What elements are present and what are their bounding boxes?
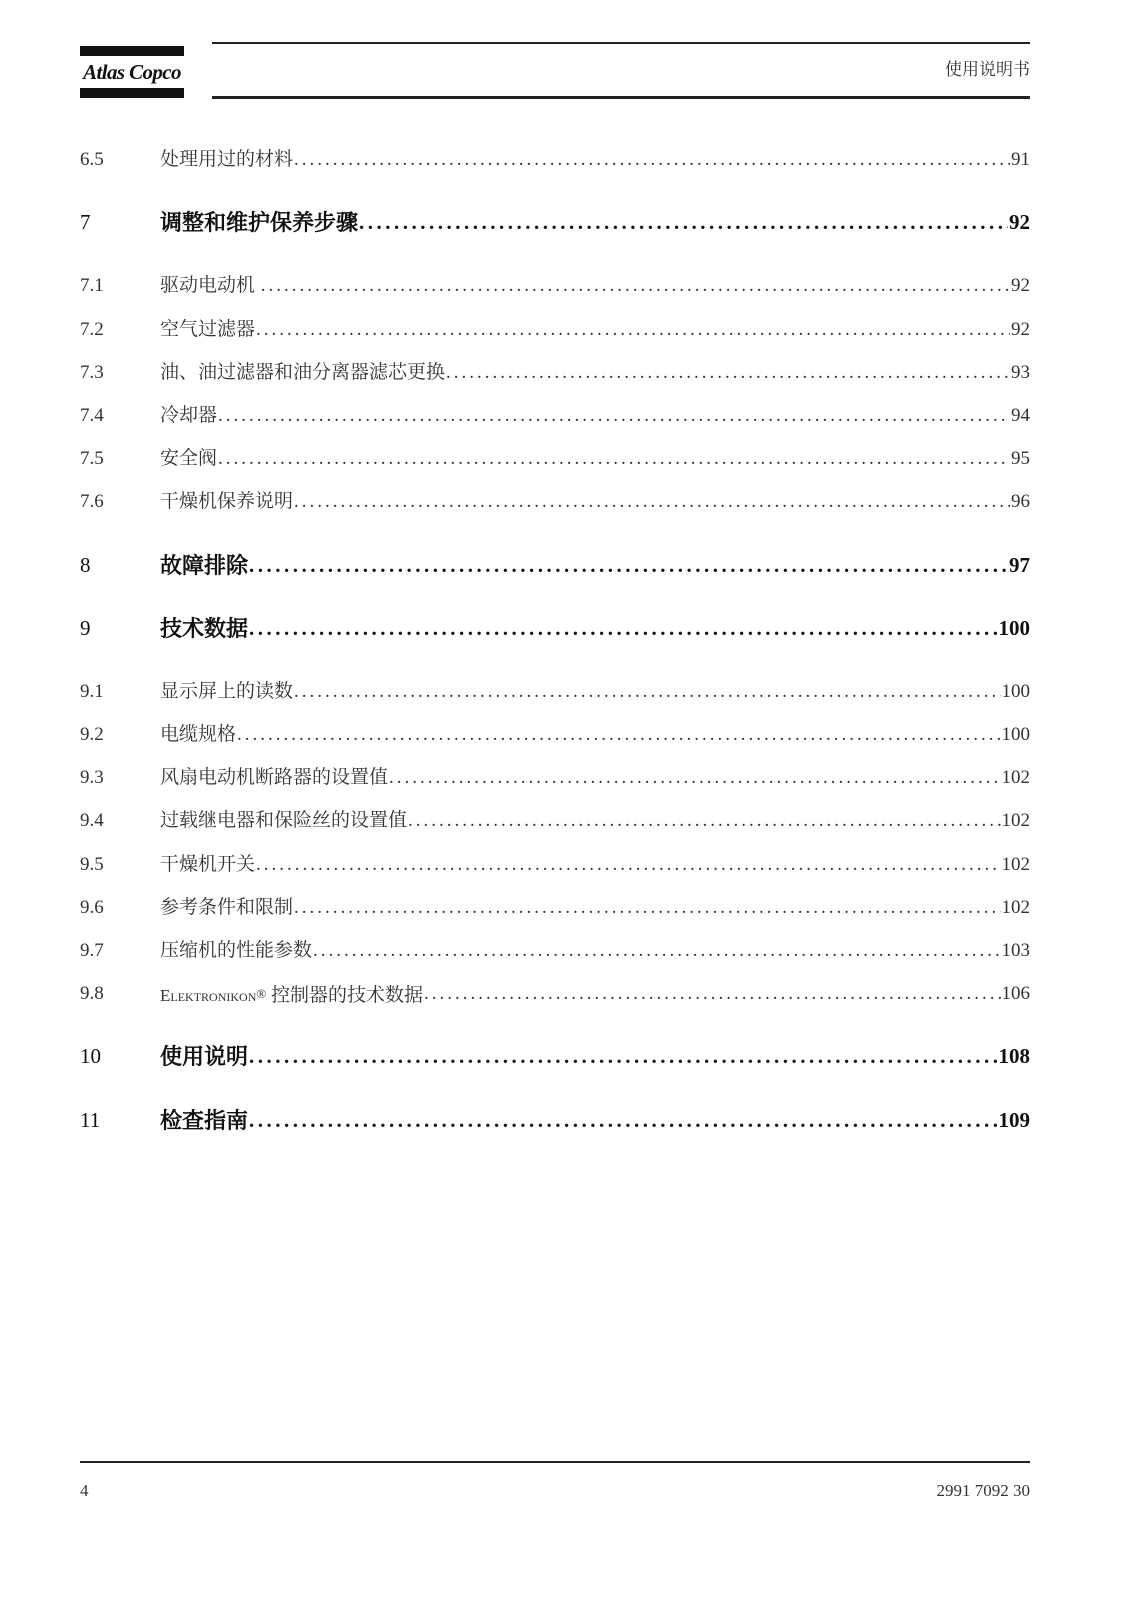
toc-section-row	[80, 308, 1030, 351]
dot-leader	[388, 756, 1000, 799]
logo-top-bar	[80, 46, 184, 56]
toc-title	[160, 351, 445, 394]
toc-number: 6.5	[80, 149, 104, 170]
footer-rule	[80, 1461, 1030, 1463]
atlas-copco-logo	[80, 46, 184, 98]
toc-page-number: 102	[1001, 853, 1030, 875]
toc-page-number: 94	[1011, 404, 1030, 426]
header-rule-bottom	[212, 96, 1030, 99]
toc-number: 9.6	[80, 896, 104, 918]
toc-chapter-row	[80, 1099, 1030, 1142]
toc-title-text: 过载继电器和保险丝的设置值	[160, 810, 408, 832]
toc-page-number: 93	[1011, 361, 1030, 383]
dot-leader	[248, 607, 997, 650]
toc-title-text: 干燥机保养说明	[160, 491, 294, 513]
page-number: 4	[80, 1481, 89, 1500]
toc-page-number: 92	[1011, 275, 1030, 297]
toc-number: 9.2	[80, 724, 104, 746]
toc-chapter-row	[80, 607, 1030, 650]
dot-leader	[293, 886, 1000, 929]
toc-page-number: 102	[1001, 810, 1030, 832]
toc-page-number: 106	[1001, 983, 1030, 1005]
toc-title-text: 使用说明	[160, 1044, 249, 1070]
toc-title	[160, 201, 358, 244]
toc-chapter-row	[80, 544, 1030, 587]
toc-number: 7.5	[80, 448, 104, 470]
toc-title-text: 调整和维护保养步骤	[160, 210, 359, 236]
toc-title	[160, 607, 248, 650]
toc-number: 7.4	[80, 404, 104, 426]
dot-leader	[248, 1099, 997, 1142]
toc-title	[160, 670, 293, 713]
toc-page-number: 92	[1009, 210, 1030, 235]
toc-title-text: 检查指南	[160, 1107, 249, 1133]
toc-section-row	[80, 972, 1030, 1015]
toc-title-brand: Elektronikon	[160, 986, 257, 1006]
document-number: 2991 7092 30	[936, 1481, 1030, 1500]
toc-page-number: 97	[1009, 552, 1030, 577]
toc-title	[160, 929, 312, 972]
toc-number: 7	[80, 210, 91, 235]
toc-title	[160, 138, 293, 181]
dot-leader	[260, 264, 1010, 307]
dot-leader	[255, 308, 1010, 351]
toc-title-text: 驱动电动机	[160, 275, 260, 297]
toc-title	[160, 713, 236, 756]
dot-leader	[407, 799, 1000, 842]
dot-leader	[248, 544, 1008, 587]
toc-title	[160, 437, 217, 480]
dot-leader	[217, 437, 1010, 480]
dot-leader	[255, 843, 1000, 886]
toc-section-row	[80, 351, 1030, 394]
toc-section-row	[80, 264, 1030, 307]
toc-title-text: 安全阀	[160, 448, 218, 470]
toc-title	[160, 843, 255, 886]
toc-title-text: 电缆规格	[160, 724, 237, 746]
toc-number: 10	[80, 1044, 101, 1069]
toc-page-number: 100	[1001, 680, 1030, 702]
toc-title-text: 压缩机的性能参数	[160, 940, 313, 961]
toc-chapter-row	[80, 1035, 1030, 1078]
table-of-contents	[80, 138, 1030, 1162]
logo-bottom-bar	[80, 88, 184, 98]
toc-title	[160, 264, 260, 307]
toc-page-number: 96	[1011, 491, 1030, 513]
toc-page-number: 103	[1001, 940, 1030, 961]
toc-title-text: 冷却器	[160, 404, 218, 426]
toc-title	[160, 886, 293, 929]
toc-title-text: 参考条件和限制	[160, 896, 294, 918]
toc-title	[160, 544, 248, 587]
dot-leader	[248, 1035, 997, 1078]
toc-page-number: 92	[1011, 318, 1030, 340]
toc-page-number: 95	[1011, 448, 1030, 470]
toc-chapter-row	[80, 201, 1030, 244]
toc-section-row	[80, 138, 1030, 181]
toc-page-number: 100	[1001, 724, 1030, 746]
toc-number: 7.1	[80, 275, 104, 297]
toc-title-text: 干燥机开关	[160, 853, 256, 875]
toc-section-row	[80, 799, 1030, 842]
dot-leader	[423, 972, 1000, 1015]
toc-page-number: 102	[1001, 896, 1030, 918]
toc-title	[160, 394, 217, 437]
dot-leader	[293, 138, 1010, 181]
toc-section-row	[80, 886, 1030, 929]
toc-title-text: 故障排除	[160, 552, 249, 578]
toc-title	[160, 1035, 248, 1078]
toc-title	[160, 1099, 248, 1142]
toc-number: 9	[80, 615, 91, 640]
registered-mark: ®	[256, 986, 267, 1002]
toc-section-row	[80, 713, 1030, 756]
dot-leader	[236, 713, 1000, 756]
toc-number: 9.7	[80, 940, 104, 961]
toc-title-text: 处理用过的材料	[160, 149, 294, 170]
toc-title	[160, 308, 255, 351]
toc-number: 9.5	[80, 853, 104, 875]
toc-page-number: 109	[998, 1107, 1030, 1132]
toc-title-text: 控制器的技术数据	[266, 985, 424, 1007]
toc-title	[160, 799, 407, 842]
toc-number: 11	[80, 1107, 101, 1132]
toc-page-number: 91	[1011, 149, 1030, 170]
toc-page-number: 102	[1001, 767, 1030, 789]
dot-leader	[293, 480, 1010, 523]
toc-number: 9.4	[80, 810, 104, 832]
logo-text: Atlas Copco	[83, 60, 181, 84]
toc-number: 9.8	[80, 983, 104, 1005]
toc-section-row	[80, 670, 1030, 713]
dot-leader	[312, 929, 1000, 972]
toc-number: 7.6	[80, 491, 104, 513]
header-rule-top	[212, 42, 1030, 44]
toc-title-text: 风扇电动机断路器的设置值	[160, 767, 389, 789]
toc-number: 8	[80, 552, 91, 577]
toc-title	[160, 756, 388, 799]
toc-number: 7.2	[80, 318, 104, 340]
toc-section-row	[80, 394, 1030, 437]
toc-section-row	[80, 929, 1030, 972]
toc-title-text: 技术数据	[160, 615, 249, 641]
toc-section-row	[80, 437, 1030, 480]
toc-section-row	[80, 480, 1030, 523]
toc-section-row	[80, 843, 1030, 886]
toc-section-row	[80, 756, 1030, 799]
toc-title	[160, 480, 293, 523]
document-type-label: 使用说明书	[945, 60, 1030, 79]
toc-page-number: 108	[998, 1044, 1030, 1069]
dot-leader	[293, 670, 1000, 713]
dot-leader	[445, 351, 1010, 394]
toc-title-text: 空气过滤器	[160, 318, 256, 340]
toc-title	[160, 972, 423, 1015]
toc-title-text: 油、油过滤器和油分离器滤芯更换	[160, 361, 446, 383]
toc-title-text: 显示屏上的读数	[160, 680, 294, 702]
dot-leader	[358, 201, 1008, 244]
dot-leader	[217, 394, 1010, 437]
toc-page-number: 100	[998, 615, 1030, 640]
toc-number: 7.3	[80, 361, 104, 383]
toc-number: 9.3	[80, 767, 104, 789]
toc-number: 9.1	[80, 680, 104, 702]
